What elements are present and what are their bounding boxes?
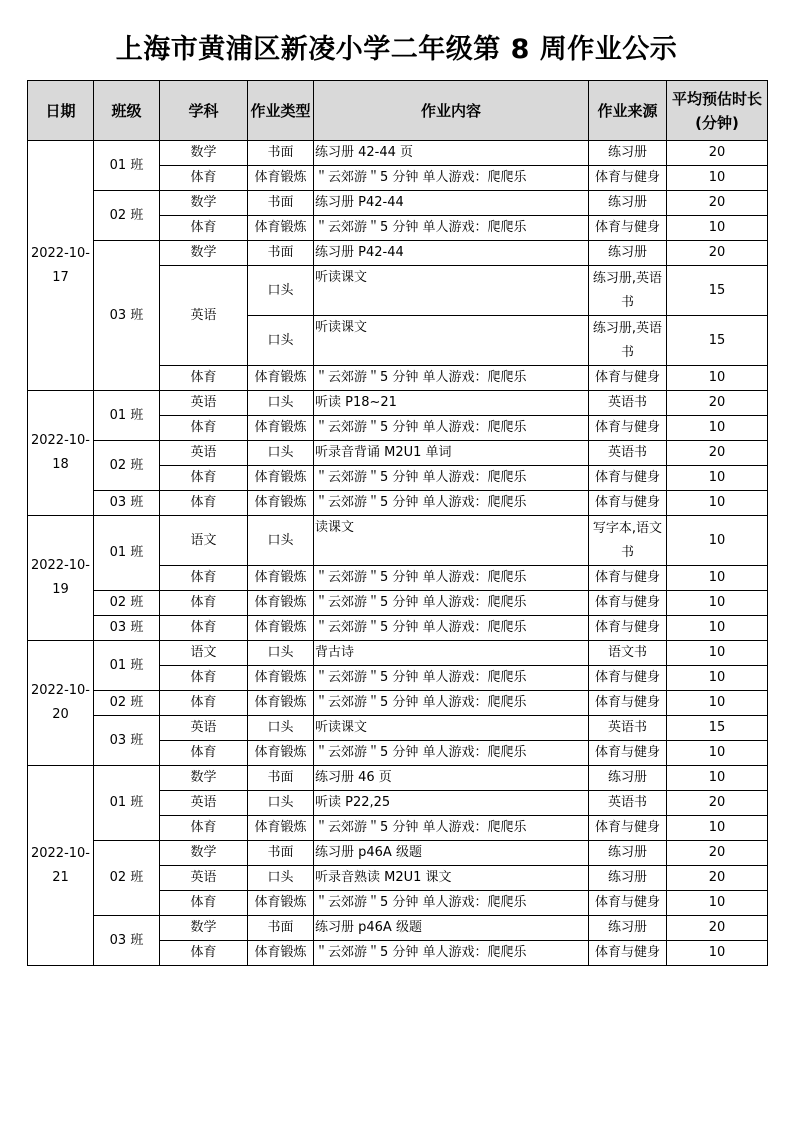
type-cell: 口头 — [248, 641, 314, 666]
header-subject: 学科 — [160, 81, 248, 141]
content-cell: 背古诗 — [314, 641, 589, 666]
source-cell: 体育与健身 — [589, 691, 667, 716]
subject-cell: 数学 — [160, 241, 248, 266]
subject-cell: 体育 — [160, 366, 248, 391]
subject-cell: 数学 — [160, 766, 248, 791]
subject-cell: 英语 — [160, 391, 248, 416]
class-cell: 01 班 — [94, 141, 160, 191]
type-cell: 体育锻炼 — [248, 816, 314, 841]
content-cell: 练习册 P42-44 — [314, 191, 589, 216]
source-cell: 体育与健身 — [589, 466, 667, 491]
subject-cell: 英语 — [160, 866, 248, 891]
table-row — [28, 391, 768, 416]
header-minutes: 平均预估时长(分钟) — [667, 81, 768, 141]
class-cell: 02 班 — [94, 441, 160, 491]
subject-cell: 体育 — [160, 566, 248, 591]
source-cell: 练习册 — [589, 191, 667, 216]
minutes-cell: 10 — [667, 816, 768, 841]
table-row — [28, 641, 768, 666]
content-cell: ＂云郊游＂5 分钟 单人游戏：爬爬乐 — [314, 366, 589, 391]
minutes-cell: 20 — [667, 916, 768, 941]
content-cell: ＂云郊游＂5 分钟 单人游戏：爬爬乐 — [314, 566, 589, 591]
source-cell: 练习册 — [589, 916, 667, 941]
source-cell: 练习册 — [589, 841, 667, 866]
header-class: 班级 — [94, 81, 160, 141]
content-cell: ＂云郊游＂5 分钟 单人游戏：爬爬乐 — [314, 491, 589, 516]
type-cell: 体育锻炼 — [248, 891, 314, 916]
content-cell: 练习册 P42-44 — [314, 241, 589, 266]
date-cell: 2022-10-20 — [28, 641, 94, 766]
class-cell: 01 班 — [94, 641, 160, 691]
type-cell: 体育锻炼 — [248, 741, 314, 766]
header-content: 作业内容 — [314, 81, 589, 141]
content-cell: ＂云郊游＂5 分钟 单人游戏：爬爬乐 — [314, 941, 589, 966]
subject-cell: 体育 — [160, 216, 248, 241]
subject-cell: 体育 — [160, 591, 248, 616]
date-cell: 2022-10-17 — [28, 141, 94, 391]
source-cell: 写字本,语文书 — [589, 516, 667, 566]
type-cell: 体育锻炼 — [248, 366, 314, 391]
minutes-cell: 15 — [667, 266, 768, 316]
source-cell: 体育与健身 — [589, 366, 667, 391]
class-cell: 01 班 — [94, 766, 160, 841]
subject-cell: 体育 — [160, 616, 248, 641]
source-cell: 英语书 — [589, 391, 667, 416]
table-row — [28, 516, 768, 566]
content-cell: 听读课文 — [314, 266, 589, 316]
subject-cell: 体育 — [160, 416, 248, 441]
type-cell: 口头 — [248, 716, 314, 741]
content-cell: ＂云郊游＂5 分钟 单人游戏：爬爬乐 — [314, 816, 589, 841]
table-row — [28, 716, 768, 741]
minutes-cell: 20 — [667, 191, 768, 216]
class-cell: 03 班 — [94, 716, 160, 766]
type-cell: 口头 — [248, 866, 314, 891]
type-cell: 体育锻炼 — [248, 416, 314, 441]
date-cell: 2022-10-21 — [28, 766, 94, 966]
class-cell: 03 班 — [94, 491, 160, 516]
minutes-cell: 20 — [667, 841, 768, 866]
subject-cell: 体育 — [160, 466, 248, 491]
content-cell: 听录音熟读 M2U1 课文 — [314, 866, 589, 891]
minutes-cell: 10 — [667, 941, 768, 966]
source-cell: 练习册 — [589, 141, 667, 166]
source-cell: 英语书 — [589, 716, 667, 741]
content-cell: 练习册 p46A 级题 — [314, 916, 589, 941]
minutes-cell: 15 — [667, 716, 768, 741]
header-source: 作业来源 — [589, 81, 667, 141]
type-cell: 体育锻炼 — [248, 491, 314, 516]
table-row — [28, 766, 768, 791]
source-cell: 体育与健身 — [589, 416, 667, 441]
type-cell: 体育锻炼 — [248, 466, 314, 491]
subject-cell: 体育 — [160, 891, 248, 916]
source-cell: 体育与健身 — [589, 891, 667, 916]
header-date: 日期 — [28, 81, 94, 141]
header-row — [28, 81, 768, 141]
subject-cell: 体育 — [160, 816, 248, 841]
minutes-cell: 10 — [667, 666, 768, 691]
content-cell: ＂云郊游＂5 分钟 单人游戏：爬爬乐 — [314, 691, 589, 716]
subject-cell: 英语 — [160, 791, 248, 816]
homework-table — [27, 80, 768, 966]
minutes-cell: 10 — [667, 366, 768, 391]
source-cell: 体育与健身 — [589, 741, 667, 766]
type-cell: 口头 — [248, 266, 314, 316]
minutes-cell: 10 — [667, 216, 768, 241]
subject-cell: 体育 — [160, 691, 248, 716]
subject-cell: 体育 — [160, 666, 248, 691]
source-cell: 体育与健身 — [589, 941, 667, 966]
type-cell: 体育锻炼 — [248, 666, 314, 691]
source-cell: 英语书 — [589, 791, 667, 816]
content-cell: ＂云郊游＂5 分钟 单人游戏：爬爬乐 — [314, 416, 589, 441]
table-row — [28, 841, 768, 866]
subject-cell: 英语 — [160, 716, 248, 741]
subject-cell: 体育 — [160, 166, 248, 191]
minutes-cell: 10 — [667, 466, 768, 491]
source-cell: 练习册 — [589, 241, 667, 266]
type-cell: 书面 — [248, 191, 314, 216]
source-cell: 练习册,英语书 — [589, 266, 667, 316]
type-cell: 口头 — [248, 791, 314, 816]
source-cell: 体育与健身 — [589, 491, 667, 516]
class-cell: 03 班 — [94, 616, 160, 641]
minutes-cell: 10 — [667, 691, 768, 716]
source-cell: 语文书 — [589, 641, 667, 666]
source-cell: 体育与健身 — [589, 816, 667, 841]
type-cell: 口头 — [248, 391, 314, 416]
class-cell: 02 班 — [94, 691, 160, 716]
minutes-cell: 20 — [667, 866, 768, 891]
source-cell: 体育与健身 — [589, 616, 667, 641]
minutes-cell: 10 — [667, 491, 768, 516]
content-cell: 听读 P18~21 — [314, 391, 589, 416]
source-cell: 英语书 — [589, 441, 667, 466]
minutes-cell: 10 — [667, 616, 768, 641]
minutes-cell: 20 — [667, 141, 768, 166]
content-cell: 听录音背诵 M2U1 单词 — [314, 441, 589, 466]
type-cell: 书面 — [248, 241, 314, 266]
minutes-cell: 20 — [667, 791, 768, 816]
content-cell: ＂云郊游＂5 分钟 单人游戏：爬爬乐 — [314, 166, 589, 191]
type-cell: 体育锻炼 — [248, 941, 314, 966]
source-cell: 体育与健身 — [589, 216, 667, 241]
subject-cell: 数学 — [160, 191, 248, 216]
class-cell: 02 班 — [94, 841, 160, 916]
content-cell: 听读课文 — [314, 316, 589, 366]
class-cell: 03 班 — [94, 916, 160, 966]
table-row — [28, 491, 768, 516]
table-row — [28, 916, 768, 941]
content-cell: ＂云郊游＂5 分钟 单人游戏：爬爬乐 — [314, 466, 589, 491]
type-cell: 书面 — [248, 841, 314, 866]
table-row — [28, 241, 768, 266]
minutes-cell: 10 — [667, 891, 768, 916]
table-body — [28, 141, 768, 966]
content-cell: ＂云郊游＂5 分钟 单人游戏：爬爬乐 — [314, 891, 589, 916]
subject-cell: 语文 — [160, 641, 248, 666]
source-cell: 练习册 — [589, 766, 667, 791]
type-cell: 书面 — [248, 141, 314, 166]
minutes-cell: 10 — [667, 741, 768, 766]
table-row — [28, 191, 768, 216]
type-cell: 体育锻炼 — [248, 216, 314, 241]
content-cell: 听读课文 — [314, 716, 589, 741]
source-cell: 体育与健身 — [589, 666, 667, 691]
minutes-cell: 10 — [667, 766, 768, 791]
source-cell: 体育与健身 — [589, 591, 667, 616]
type-cell: 体育锻炼 — [248, 591, 314, 616]
subject-cell: 数学 — [160, 841, 248, 866]
minutes-cell: 10 — [667, 166, 768, 191]
subject-cell: 体育 — [160, 741, 248, 766]
subject-cell: 体育 — [160, 941, 248, 966]
class-cell: 02 班 — [94, 591, 160, 616]
minutes-cell: 15 — [667, 316, 768, 366]
minutes-cell: 20 — [667, 391, 768, 416]
type-cell: 口头 — [248, 441, 314, 466]
table-row — [28, 616, 768, 641]
content-cell: ＂云郊游＂5 分钟 单人游戏：爬爬乐 — [314, 216, 589, 241]
content-cell: 练习册 46 页 — [314, 766, 589, 791]
class-cell: 01 班 — [94, 516, 160, 591]
type-cell: 书面 — [248, 766, 314, 791]
minutes-cell: 10 — [667, 591, 768, 616]
table-row — [28, 441, 768, 466]
content-cell: ＂云郊游＂5 分钟 单人游戏：爬爬乐 — [314, 741, 589, 766]
content-cell: 练习册 p46A 级题 — [314, 841, 589, 866]
minutes-cell: 20 — [667, 441, 768, 466]
minutes-cell: 10 — [667, 641, 768, 666]
source-cell: 练习册,英语书 — [589, 316, 667, 366]
subject-cell: 英语 — [160, 441, 248, 466]
date-cell: 2022-10-18 — [28, 391, 94, 516]
content-cell: ＂云郊游＂5 分钟 单人游戏：爬爬乐 — [314, 616, 589, 641]
content-cell: 读课文 — [314, 516, 589, 566]
minutes-cell: 10 — [667, 416, 768, 441]
class-cell: 03 班 — [94, 241, 160, 391]
type-cell: 口头 — [248, 516, 314, 566]
source-cell: 体育与健身 — [589, 566, 667, 591]
subject-cell: 数学 — [160, 916, 248, 941]
minutes-cell: 10 — [667, 566, 768, 591]
class-cell: 01 班 — [94, 391, 160, 441]
source-cell: 练习册 — [589, 866, 667, 891]
type-cell: 体育锻炼 — [248, 691, 314, 716]
subject-cell: 语文 — [160, 516, 248, 566]
table-row — [28, 141, 768, 166]
content-cell: ＂云郊游＂5 分钟 单人游戏：爬爬乐 — [314, 666, 589, 691]
page-title: 上海市黄浦区新凌小学二年级第 8 周作业公示 — [115, 34, 678, 65]
content-cell: 听读 P22,25 — [314, 791, 589, 816]
type-cell: 体育锻炼 — [248, 616, 314, 641]
type-cell: 口头 — [248, 316, 314, 366]
type-cell: 书面 — [248, 916, 314, 941]
header-type: 作业类型 — [248, 81, 314, 141]
class-cell: 02 班 — [94, 191, 160, 241]
subject-cell: 数学 — [160, 141, 248, 166]
type-cell: 体育锻炼 — [248, 166, 314, 191]
date-cell: 2022-10-19 — [28, 516, 94, 641]
table-row — [28, 591, 768, 616]
content-cell: ＂云郊游＂5 分钟 单人游戏：爬爬乐 — [314, 591, 589, 616]
minutes-cell: 20 — [667, 241, 768, 266]
minutes-cell: 10 — [667, 516, 768, 566]
source-cell: 体育与健身 — [589, 166, 667, 191]
content-cell: 练习册 42-44 页 — [314, 141, 589, 166]
type-cell: 体育锻炼 — [248, 566, 314, 591]
subject-cell: 英语 — [160, 266, 248, 366]
subject-cell: 体育 — [160, 491, 248, 516]
table-row — [28, 691, 768, 716]
